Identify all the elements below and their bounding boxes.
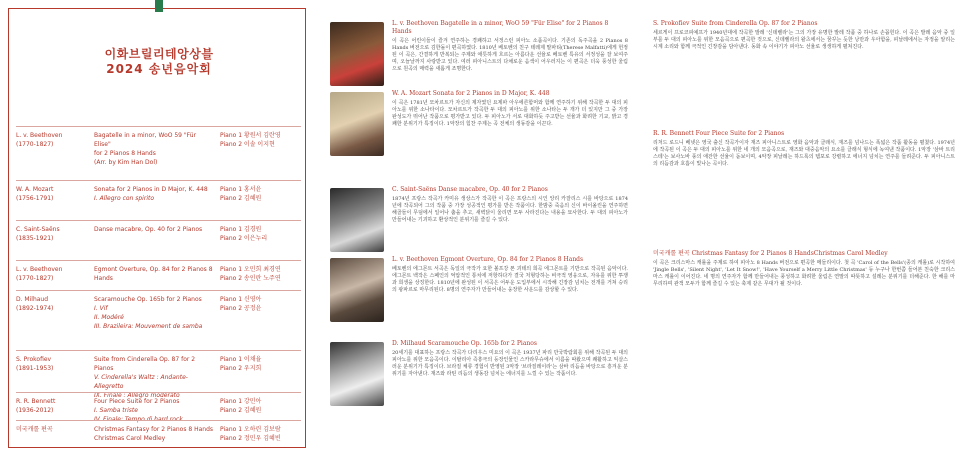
work	[94, 185, 214, 203]
work-title: Four Piece Suite for 2 Pianos	[94, 398, 180, 405]
note-title: C. Saint-Saëns Danse macabre, Op. 40 for 2 Pianos	[392, 186, 548, 193]
performer: Piano 1 오민희 최경연	[220, 266, 281, 273]
performer: Piano 2 우지희	[220, 365, 262, 372]
performer: Piano 2 김혜원	[220, 195, 262, 202]
program-row	[16, 420, 301, 442]
composer	[16, 355, 78, 373]
program-note	[392, 256, 628, 294]
program-panel	[0, 0, 318, 456]
note-body: 1874년 프랑스 작곡가 카미유 생상스가 작곡한 이 곡은 프랑스의 시인 앙리 카잘리스 시를 바탕으로 1874년에 작곡되어 그의 작품 중 가장 성공적인 평가를 받은 작품이다. 한밤중 죽음의 신이 바이올린을 연주하면 해골들이 무덤에서 일어나 춤을 추고, 새벽닭이 울리면 모두 사라진다는 내용을 묘사한다. 두 대의 피아노가 만들어내는 기괴하고 환상적인 분위기를 즐길 수 있다.	[392, 196, 628, 223]
program-row	[16, 290, 301, 330]
composer-portrait	[330, 188, 384, 252]
movement: I. Vif	[94, 305, 108, 312]
work-title: Scaramouche Op. 165b for 2 Pianos	[94, 296, 202, 303]
work	[94, 295, 214, 331]
program-note	[392, 340, 628, 378]
composer-name: 미국캐롤 편곡	[16, 426, 53, 433]
note-body: 리처드 로드니 베넷은 영국 출신 작곡가이자 재즈 피아니스트로 영화 음악과 클래식, 재즈를 넘나드는 폭넓은 작품 활동을 펼쳤다. 1974년에 작곡된 이 곡은 두 대의 피아노를 위한 네 개의 모음곡으로, 재즈와 대중음악의 요소를 클래식 형식에 녹여낸 작품이다. 1악장 '삼바 트리스테'는 보사노바 풍의 애잔한 선율이 돋보이며, 4악장 피날레는 하드록의 템포로 강렬하고 에너지 넘치는 연주를 들려준다. 두 피아니스트의 리듬감과 호흡이 빛나는 곡이다.	[653, 140, 955, 167]
program-row	[16, 220, 301, 242]
program-note	[653, 20, 955, 51]
composer-portrait	[330, 92, 384, 156]
performers	[220, 295, 300, 313]
performer: Piano 1 오하린 김보람	[220, 426, 281, 433]
note-body: 이 곡은 1781년 모차르트가 자신의 제자였던 요제파 아우에른함머와 함께 연주하기 위해 작곡한 두 대의 피아노를 위한 소나타이다. 모차르트가 작곡한 두 대의 피아노를 위한 소나타는 두 개가 더 있지만 그 중 가장 완성도가 뛰어난 작품으로 평가받고 있다. 두 피아노가 서로 대화하듯 주고받는 선율과 화려한 기교, 밝고 경쾌한 분위기가 특징이다. 1악장의 힘찬 주제는 곡 전체의 생동감을 이끈다.	[392, 100, 628, 127]
note-body: 이 곡은 크리스마스 캐롤을 주제로 하여 피아노 8 Hands 버전으로 편곡한 메들리이다. 첫 곡 'Carol of the Bells'(종의 캐롤)로 시작하여 'Jingle Bells', 'Silent Night', 'Let It Snow!', 'Have Yourself a Merry Little Christmas' 등 누구나 한번쯤 들어본 친숙한 크리스마스 캐롤이 이어진다. 네 명의 연주자가 함께 만들어내는 풍성하고 화려한 울림은 연말의 따뜻하고 설레는 분위기를 더해준다. 한 해를 마무리하며 관객 모두가 함께 즐길 수 있는 축제 같은 무대가 될 것이다.	[653, 260, 955, 287]
work	[94, 225, 214, 234]
composer	[16, 185, 78, 203]
composer-years: (1835-1921)	[16, 235, 54, 242]
composer-name: D. Milhaud	[16, 296, 49, 303]
composer-portrait	[330, 342, 384, 406]
note-title: D. Milhaud Scaramouche Op. 165b for 2 Pianos	[392, 340, 537, 347]
work-title: Christmas Fantasy for 2 Pianos 8 Hands	[94, 426, 214, 433]
note-title: 미국캐롤 편곡 Christmas Fantasy for 2 Pianos 8 HandsChristmas Carol Medley	[653, 250, 888, 257]
composer-years: (1891-1953)	[16, 365, 54, 372]
performer: Piano 1 이채율	[220, 356, 262, 363]
ribbon-decoration	[155, 0, 163, 12]
performer: Piano 1 김경원	[220, 226, 262, 233]
note-title: L. v. Beethoven Bagatelle in a minor, WoO 59 "Für Elise" for 2 Pianos 8 Hands	[392, 20, 609, 35]
work-subtitle: Christmas Carol Medley	[94, 435, 166, 442]
composer	[16, 225, 78, 243]
work-title: Egmont Overture, Op. 84 for 2 Pianos 8 Hands	[94, 266, 213, 282]
work	[94, 265, 214, 283]
composer-years: (1770-1827)	[16, 141, 54, 148]
work	[94, 355, 214, 400]
work	[94, 425, 214, 443]
note-title: R. R. Bennett Four Piece Suite for 2 Pianos	[653, 130, 785, 137]
note-body: 세르게이 프로코피예프가 1940년대에 작곡한 발레 '신데렐라'는 그의 가장 유명한 발레 작품 중 하나로 손꼽힌다. 이 곡은 발레 음악 중 일부를 두 대의 피아노를 위한 모음곡으로 편곡한 것으로, 신데렐라의 왈츠에서는 꿈꾸는 듯한 낭만과 우아함을, 피날레에서는 자정을 알리는 시계 소리와 함께 극적인 긴장감을 담아낸다. 동화 속 이야기가 피아노 선율로 생생하게 펼쳐진다.	[653, 30, 955, 50]
note-title: W. A. Mozart Sonata for 2 Pianos in D Major, K. 448	[392, 90, 550, 97]
performers	[220, 185, 300, 203]
performer: Piano 2 김혜원	[220, 407, 262, 414]
performers	[220, 355, 300, 373]
composer	[16, 397, 78, 415]
program-note	[392, 186, 628, 224]
performers	[220, 225, 300, 243]
composer-portrait	[330, 258, 384, 322]
movement: IV. Finale: Tempo di hard rock	[94, 416, 183, 423]
work-title: Sonata for 2 Pianos in D Major, K. 448	[94, 186, 208, 193]
note-title: S. Prokofiev Suite from Cinderella Op. 87 for 2 Pianos	[653, 20, 818, 27]
performer: Piano 1 신영아	[220, 296, 262, 303]
work-subtitle: (Arr. by Kim Han Dol)	[94, 159, 158, 166]
performer: Piano 1 황원서 김란영	[220, 132, 281, 139]
composer-portrait	[330, 22, 384, 86]
work	[94, 131, 214, 167]
movement: I. Samba triste	[94, 407, 138, 414]
composer-years: (1770-1827)	[16, 275, 54, 282]
composer-name: W. A. Mozart	[16, 186, 54, 193]
composer	[16, 425, 78, 434]
performers	[220, 397, 300, 415]
composer	[16, 131, 78, 149]
performer: Piano 2 정민우 김혜빈	[220, 435, 281, 442]
program-note	[392, 20, 628, 73]
program-row	[16, 350, 301, 399]
composer-years: (1936-2012)	[16, 407, 54, 414]
work-title: Danse macabre, Op. 40 for 2 Pianos	[94, 226, 203, 233]
performers	[220, 131, 300, 149]
note-body: 20세기를 대표하는 프랑스 작곡가 다리우스 미요의 이 곡은 1937년 파리 만국박람회를 위해 작곡된 두 대의 피아노를 위한 모음곡이다. 이탈리아 즉흥극의 등장인물인 스카라무슈에서 이름을 따왔으며 쾌활하고 익살스러운 분위기가 특징이다. 브라질 체류 경험이 반영된 3악장 '브라질레이라'는 삼바 리듬을 바탕으로 흥겨운 분위기를 자아낸다. 재즈와 라틴 리듬의 생동감 넘치는 에너지를 느낄 수 있는 작품이다.	[392, 350, 628, 377]
program-row	[16, 126, 301, 166]
performers	[220, 265, 300, 283]
concert-ensemble-title: 이화브릴리테앙상블	[104, 47, 214, 61]
composer-years: (1756-1791)	[16, 195, 54, 202]
composer-name: L. v. Beethoven	[16, 266, 63, 273]
performer: Piano 2 이솔 이지현	[220, 141, 275, 148]
performer: Piano 1 홍서윤	[220, 186, 262, 193]
movement: V. Cinderella's Waltz : Andante-Allegretto	[94, 374, 188, 390]
work-title: Suite from Cinderella Op. 87 for 2 Pianos	[94, 356, 196, 372]
work-subtitle: for 2 Pianos 8 Hands	[94, 150, 156, 157]
work-title: Bagatelle in a minor, WoO 59 "Für Elise"	[94, 132, 197, 148]
notes-panel-right	[647, 0, 961, 456]
performer: Piano 2 이은누리	[220, 235, 268, 242]
movement: IX. Finale : Allegro moderato	[94, 392, 180, 399]
note-body: 이 곡은 어린이들이 즐겨 연주하는 경쾌하고 서정스런 피아노 소품곡이다. 기존의 독주곡을 2 Pianos 8 Hands 버전으로 김한돌이 편곡하였다. 1810년 베토벤의 친구 테레제 말파티(Therese Malfatti)에게 헌정된 이 곡은, 간결하게 반복되는 주제와 애틋하게 흐르는 아름다운 선율로 베토벤 특유의 서정성을 잘 보여주며, 오늘날까지 사랑받고 있다. 여러 피아니스트의 다채로운 음색이 어우러지는 이 편곡은 더욱 풍성한 울림으로 원곡의 매력을 새롭게 조명한다.	[392, 38, 628, 72]
performer: Piano 2 송인란 노주연	[220, 275, 281, 282]
composer	[16, 295, 78, 313]
movement: I. Allegro con spirito	[94, 195, 155, 202]
composer-name: S. Prokofiev	[16, 356, 52, 363]
program-row	[16, 180, 301, 202]
program-note	[392, 90, 628, 128]
composer-years: (1892-1974)	[16, 305, 54, 312]
concert-title: 2024 송년음악회	[106, 62, 212, 76]
program-row	[16, 260, 301, 282]
note-body: 베토벤의 에그몬트 서곡은 독일의 극작가 요한 볼프강 폰 괴테의 희곡 에그몬트를 기반으로 작곡된 음악이다. 에그몬트 백작은 스페인의 억압적인 통치에 저항하다가 결국 처형당하는 비극적 영웅으로, 자유를 위한 투쟁과 희생을 상징한다. 1810년에 완성된 이 서곡은 어두운 도입부에서 시작해 긴장감 넘치는 전개를 거쳐 승리의 팡파르로 마무리된다. 8명의 연주자가 만들어내는 웅장한 사운드를 감상할 수 있다.	[392, 266, 628, 293]
composer-name: R. R. Bennett	[16, 398, 56, 405]
movement: II. Modéré	[94, 314, 124, 321]
program-note	[653, 250, 955, 288]
composer-name: C. Saint-Saëns	[16, 226, 60, 233]
notes-panel-left	[324, 0, 636, 456]
performer: Piano 2 공정윤	[220, 305, 262, 312]
composer-name: L. v. Beethoven	[16, 132, 63, 139]
note-title: L. v. Beethoven Egmont Overture, Op. 84 for 2 Pianos 8 Hands	[392, 256, 584, 263]
movement: III. Brazileira: Mouvement de samba	[94, 323, 203, 330]
program-note	[653, 130, 955, 168]
performers	[220, 425, 300, 443]
composer	[16, 265, 78, 283]
performer: Piano 1 강민아	[220, 398, 262, 405]
